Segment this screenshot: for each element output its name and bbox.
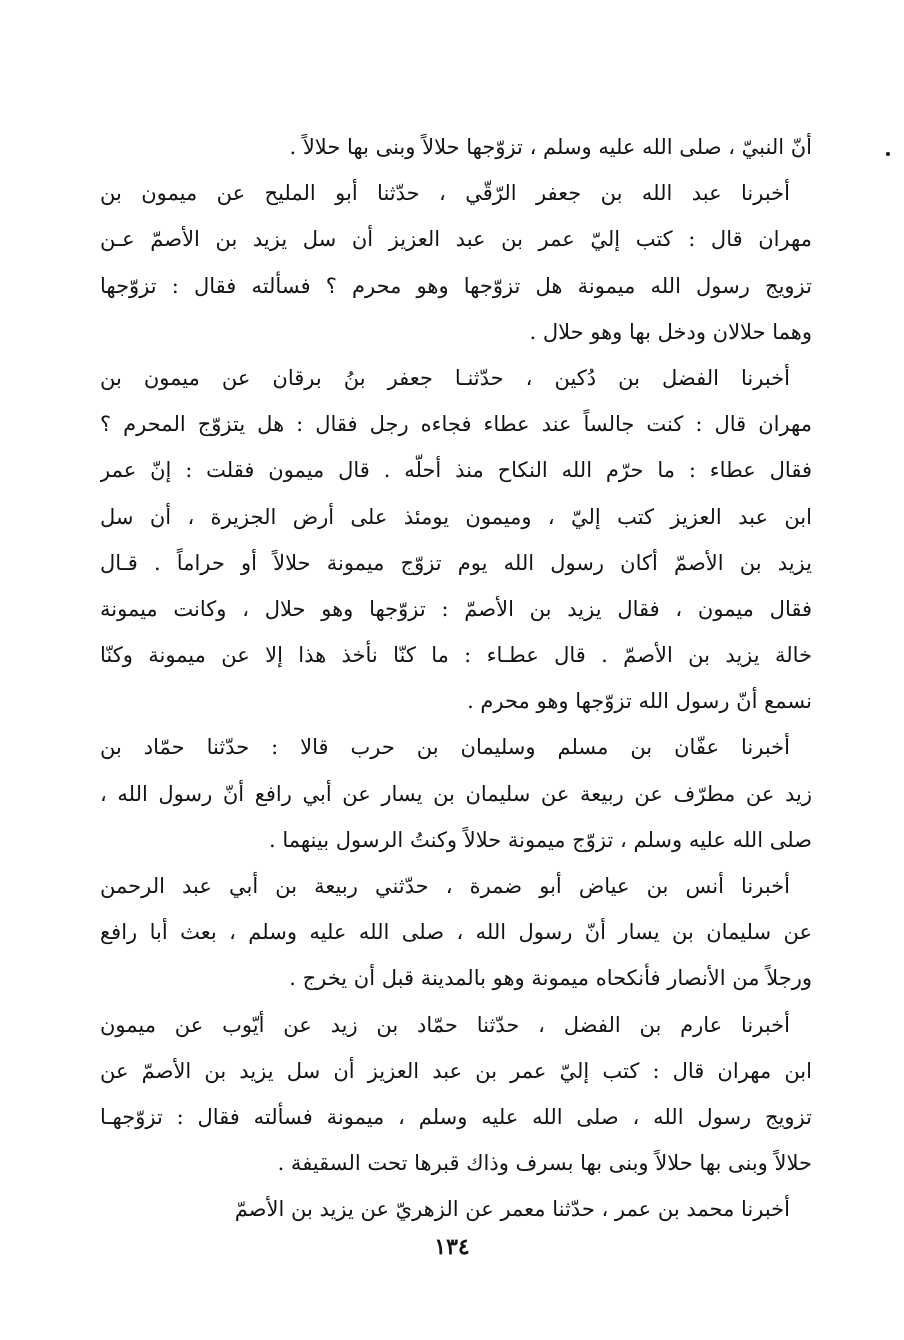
text-line: حلالاً وبنى بها حلالاً وبنى بها بسرف وذاك قبرها تحت السقيفة . [277,1151,812,1176]
text-line: تزويج رسول الله ، صلى الله عليه وسلم ، ميمونة فسألته فقال : تزوّجهـا [100,1104,812,1129]
text-line: ورجلاً من الأنصار فأنكحاه ميمونة وهو بالمدينة قبل أن يخرج . [289,966,812,991]
text-line: صلى الله عليه وسلم ، تزوّج ميمونة حلالاً وكنتُ الرسول بينهما . [268,827,812,852]
text-line: أنّ النبيّ ، صلى الله عليه وسلم ، تزوّجها حلالاً وبنى بها حلالاً . [289,135,812,159]
text-line: نسمع أنّ رسول الله تزوّجها وهو محرم . [467,689,812,714]
text-line: أخبرنا محمد بن عمر ، حدّثنا معمر عن الزهريّ عن يزيد بن الأصمّ [234,1197,790,1222]
text-line: ابن مهران قال : كتب إليّ عمر بن عبد العزيز أن سل يزيد بن الأصمّ عن [100,1058,812,1083]
text-line: يزيد بن الأصمّ أكان رسول الله يوم تزوّج ميمونة حلالاً أو حراماً . قـال [100,550,812,575]
text-line: أخبرنا عارم بن الفضل ، حدّثنا حمّاد بن زيد عن أيّوب عن ميمون [100,1012,790,1037]
text-line: فقال عطاء : ما حرّم الله النكاح منذ أحلّه . قال ميمون فقلت : إنّ عمر [100,458,812,483]
text-line: مهران قال : كتب إليّ عمر بن عبد العزيز أن سل يزيد بن الأصمّ عـن [100,227,812,252]
text-line: عن سليمان بن يسار أنّ رسول الله ، صلى الله عليه وسلم ، بعث أبا رافع [100,920,812,945]
text-line: خالة يزيد بن الأصمّ . قال عطـاء : ما كنّا نأخذ هذا إلا عن ميمونة وكنّا [100,643,812,668]
text-line: فقال ميمون ، فقال يزيد بن الأصمّ : تزوّجها وهو حلال ، وكانت ميمونة [100,596,812,621]
page-number: ١٣٤ [434,1234,470,1260]
text-line: أخبرنا عفّان بن مسلم وسليمان بن حرب قالا : حدّثنا حمّاد بن [100,735,790,760]
text-line: زيد عن مطرّف عن ربيعة عن سليمان بن يسار عن أبي رافع أنّ رسول الله ، [100,781,812,806]
text-line: أخبرنا عبد الله بن جعفر الرّقّي ، حدّثنا أبو المليح عن ميمون بن [100,181,790,206]
text-line: ابن عبد العزيز كتب إليّ ، وميمون يومئذ على أرض الجزيرة ، أن سل [100,504,812,529]
page-text [100,124,812,1233]
text-line: مهران قال : كنت جالساً عند عطاء فجاءه رجل فقال : هل يتزوّج المحرم ؟ [100,412,812,437]
text-line: تزويج رسول الله ميمونة هل تزوّجها وهو محرم ؟ فسألته فقال : تزوّجها [100,273,812,298]
text-line: أخبرنا الفضل بن دُكين ، حدّثنـا جعفر بنُ برقان عن ميمون بن [100,365,790,390]
text-line: وهما حلالان ودخل بها وهو حلال . [529,319,812,344]
text-line: أخبرنا أنس بن عياض أبو ضمرة ، حدّثني ربيعة بن أبي عبد الرحمن [100,874,790,898]
margin-mark [886,152,890,156]
